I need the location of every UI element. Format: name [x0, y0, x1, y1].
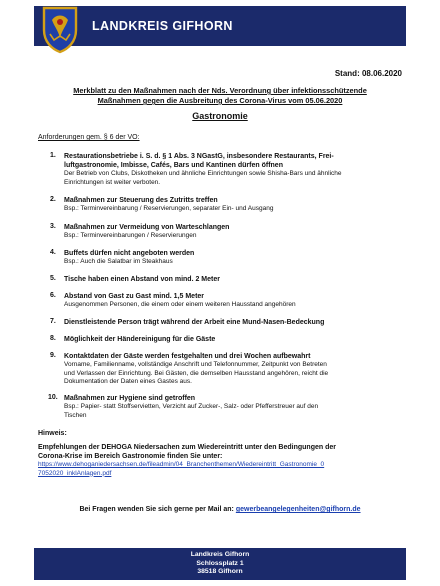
heading-line: Maßnahmen gegen die Ausbreitung des Corona-Virus vom 05.06.2020	[97, 96, 343, 105]
hint-label: Hinweis:	[38, 430, 67, 437]
item-detail: Bsp.: Papier- statt Stoffservietten, Verzicht auf Zucker-, Salz- oder Pfefferstreuer auf den	[64, 403, 319, 410]
dehoga-link[interactable]	[38, 461, 408, 478]
item-title: Maßnahmen zur Hygiene sind getroffen	[64, 395, 196, 402]
item-detail: Bsp.: Terminvereinbarungen / Reservierungen	[64, 232, 197, 239]
item-title: Dienstleistende Person trägt während der Arbeit eine Mund-Nasen-Bedeckung	[64, 319, 325, 326]
item-number: 9.	[50, 352, 56, 359]
link-line[interactable]: https://www.dehoganiedersachsen.de/fileadmin/04_Branchenthemen/Wiedereintritt_Gastronomie_0	[38, 461, 325, 468]
item-title: Buffets dürfen nicht angeboten werden	[64, 250, 195, 257]
contact-email-link[interactable]: gewerbeangelegenheiten@gifhorn.de	[235, 506, 361, 513]
item-number: 4.	[50, 249, 56, 256]
heading-line: Merkblatt zu den Maßnahmen nach der Nds. Verordnung über infektionsschützende	[73, 86, 367, 95]
item-title: Restaurationsbetriebe i. S. d. § 1 Abs. 3 NGastG, insbesondere Restaurants, Frei-	[64, 153, 334, 160]
item-detail: Ausgenommen Personen, die einem oder einem weiteren Hausstand angehören	[64, 301, 296, 308]
item-title: Tische haben einen Abstand von mind. 2 Meter	[64, 276, 220, 283]
hint-section	[38, 430, 408, 478]
item-title: Maßnahmen zur Steuerung des Zutritts treffen	[64, 197, 218, 204]
hint-line: Corona-Krise im Bereich Gastronomie finden Sie unter:	[38, 453, 223, 460]
hint-text	[38, 443, 408, 461]
item-detail: Vorname, Familienname, vollständige Anschrift und Telefonnummer, Zeitpunkt von Betreten	[64, 361, 327, 368]
item-detail: Der Betrieb von Clubs, Diskotheken und ähnliche Einrichtungen sowie Shisha-Bars und ähnliche	[64, 170, 342, 177]
link-line[interactable]: 7052020_inklAnlagen.pdf	[38, 469, 112, 477]
item-number: 1.	[50, 152, 56, 159]
contact-line	[0, 506, 440, 513]
item-number: 2.	[50, 196, 56, 203]
document-heading	[34, 86, 406, 106]
item-title: Kontaktdaten der Gäste werden festgehalten und drei Wochen aufbewahrt	[64, 353, 311, 360]
item-detail: Bsp.: Terminvereinbarung / Reservierungen, separater Ein- und Ausgang	[64, 205, 274, 212]
item-number: 8.	[50, 335, 56, 342]
item-detail: Bsp.: Auch die Salatbar im Steakhaus	[64, 258, 173, 265]
county-crest-icon	[40, 4, 80, 54]
item-number: 5.	[50, 275, 56, 282]
requirements-label: Anforderungen gem. § 6 der VO:	[38, 134, 140, 141]
item-number: 7.	[50, 318, 56, 325]
item-number: 10.	[48, 394, 58, 401]
item-number: 3.	[50, 223, 56, 230]
hint-line: Empfehlungen der DEHOGA Niedersachen zum Wiedereintritt unter den Bedingungen der	[38, 444, 336, 451]
item-detail: Tischen	[64, 411, 87, 419]
item-detail: und Verlassen der Einrichtung. Bei Gästen, die demselben Hausstand angehören, reicht die	[64, 369, 329, 377]
item-title: Abstand von Gast zu Gast mind. 1,5 Meter	[64, 293, 205, 300]
document-date: Stand: 08.06.2020	[334, 69, 402, 78]
item-detail: Dokumentation der Daten eines Gastes aus.	[64, 378, 192, 385]
item-detail: Einrichtungen ist weiter verboten.	[64, 178, 161, 186]
footer-city: 38518 Gifhorn	[197, 568, 243, 575]
item-title: Maßnahmen zur Vermeidung von Warteschlangen	[64, 224, 230, 231]
footer-name: Landkreis Gifhorn	[190, 551, 250, 558]
contact-text: Bei Fragen wenden Sie sich gerne per Mail an:	[79, 506, 236, 513]
item-title: luftgastronomie, Imbisse, Cafés, Bars und Kantinen dürfen öffnen	[64, 162, 283, 169]
item-title: Möglichkeit der Händereinigung für die Gäste	[64, 336, 216, 343]
item-number: 6.	[50, 292, 56, 299]
county-name: LANDKREIS GIFHORN	[92, 19, 233, 33]
footer-street: Schlossplatz 1	[196, 559, 244, 567]
footer-bar	[34, 548, 406, 580]
document-subtitle: Gastronomie	[192, 111, 248, 121]
letterhead-bar	[34, 6, 406, 46]
